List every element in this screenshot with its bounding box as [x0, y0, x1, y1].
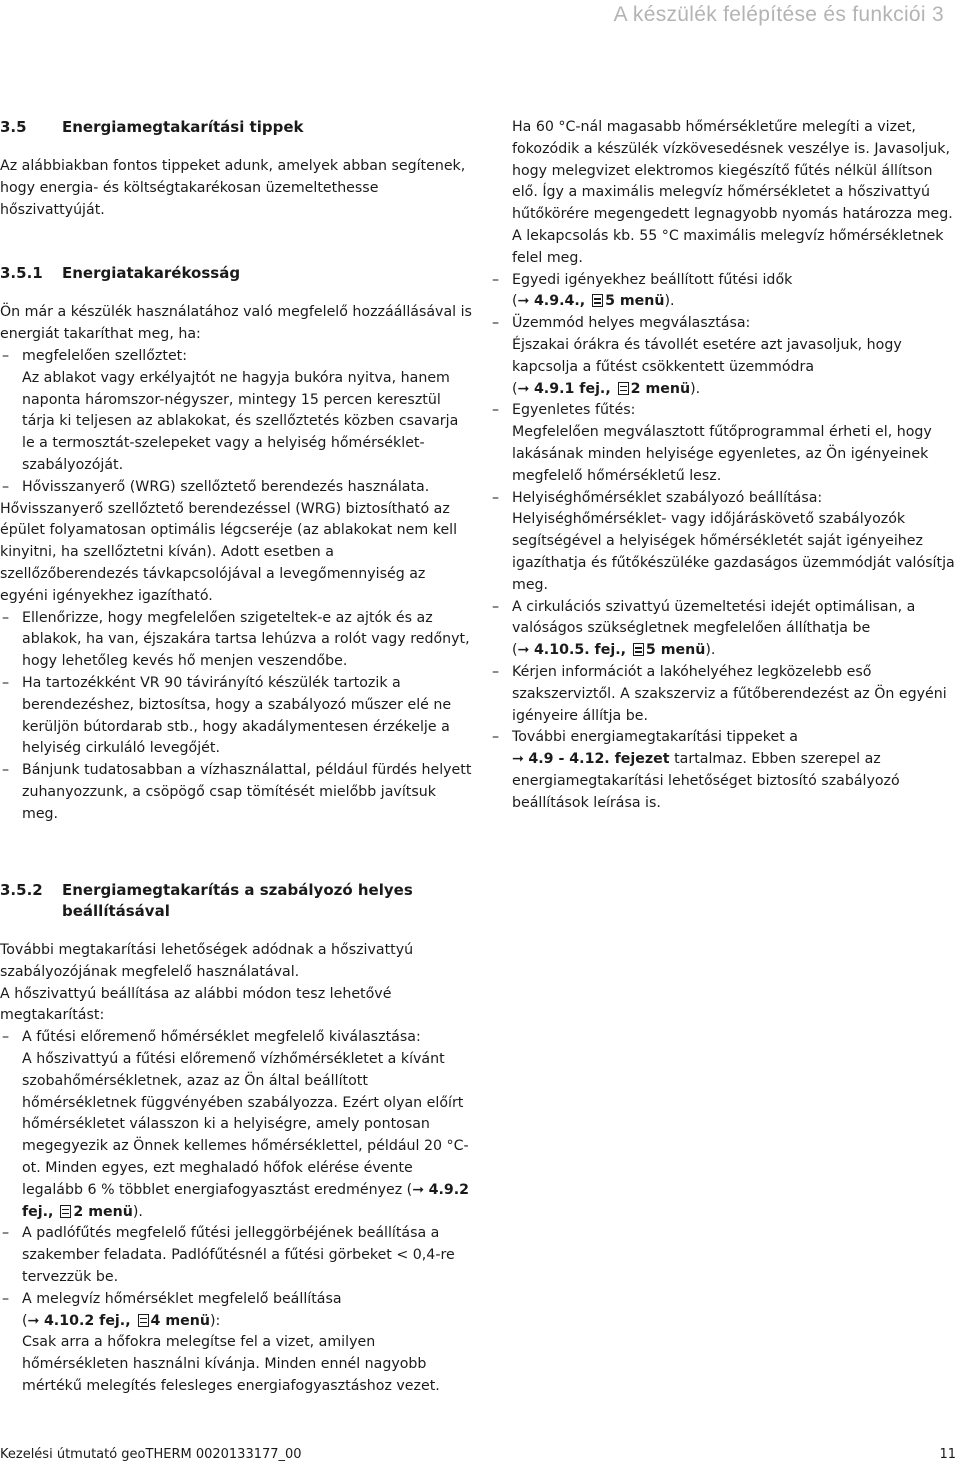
chapter-reference: 4.9 - 4.12. fejezet	[528, 751, 670, 768]
list-item: – Kérjen információt a lakóhelyéhez legközelebb eső szakszerviztől. A szakszerviz a fűtőberendezést az Ön egyéni igényeire állítja be.	[492, 663, 947, 724]
page-header	[0, 0, 960, 40]
section-number: 3.5	[0, 118, 27, 136]
controller-tips-list	[0, 1027, 475, 1398]
list-item: – megfelelően szellőztet: Az ablakot vagy erkélyajtót ne hagyja bukóra nyitva, hanem naponta háromszor-négyszer, mintegy 15 percen keresztül tárja ki teljesen az ablakokat, és szellőztetés közben csavarja le a termosztát-szelepeket vagy a helyiség hőmérséklet-szabályozóját.	[2, 347, 459, 473]
page-number: 11	[939, 1447, 956, 1462]
list-item: – További energiamegtakarítási tippeket a ➞ 4.9 - 4.12. fejezet tartalmaz. Ebben szerepel az energiamegtakarítási lehetőséget biztosító szabályozó beállítások leírása is.	[492, 729, 900, 811]
chapter-title: A készülék felépítése és funkciói 3	[613, 3, 944, 26]
section-title: Energiamegtakarítási tippek	[62, 118, 304, 136]
menu-icon	[138, 1314, 149, 1327]
menu-icon	[592, 294, 603, 307]
tips-list-right	[490, 270, 960, 815]
section-3-5-2	[0, 880, 475, 1398]
list-item: – Hővisszanyerő (WRG) szellőztető berendezés használata.	[2, 478, 430, 495]
left-column	[0, 117, 475, 826]
section-3-5-2-heading	[0, 880, 475, 922]
chapter-reference: 4.9.1 fej.,	[533, 380, 616, 397]
list-item: – A fűtési előremenő hőmérséklet megfelelő kiválasztása: A hőszivattyú a fűtési előremenő vízhőmérsékletet a kívánt szobahőmérsékletnek, azaz az Ön által beállított hőmérsékletnek függvényében szabályozza. Ezért olyan előírt hőmérsékletet válasszon ki a helyiségre, amely pontosan megegyezik az Önnek kellemes hőmérséklettel, például 20 °C-ot. Minden egyes, ezt meghaladó hőfok elérése évente legalább 6 % többlet energiafogyasztást eredményez (➞ 4.9.2 fej., 2 menü).	[2, 1029, 470, 1220]
menu-icon	[633, 643, 644, 656]
list-item: – A padlófűtés megfelelő fűtési jelleggörbéjének beállítása a szakember feladata. Padlófűtésnél a fűtési görbeket < 0,4-re tervezzük be.	[2, 1225, 455, 1285]
paragraph: További megtakarítási lehetőségek adódnak a hőszivattyú szabályozójának megfelelő használatával.	[0, 942, 414, 980]
menu-icon	[60, 1205, 71, 1218]
list-item: – Egyenletes fűtés: Megfelelően megválasztott fűtőprogrammal érheti el, hogy lakásának minden helyisége egyenletes, az Ön igényeinek megfelelő hőmérsékletű lesz.	[492, 402, 932, 484]
tips-list-2	[0, 608, 475, 826]
section-3-5-1-heading	[0, 263, 475, 284]
paragraph: A hőszivattyú beállítása az alábbi módon tesz lehetővé megtakarítást:	[0, 985, 392, 1024]
list-item: – Üzemmód helyes megválasztása: Éjszakai órákra és távollét esetére azt javasoljuk, hogy kapcsolja a fűtést csökkentett üzemmódra (➞ 4.9.1 fej., 2 menü).	[492, 315, 902, 397]
list-item: – Helyiséghőmérséklet szabályozó beállítása: Helyiséghőmérséklet- vagy időjáráskövető szabályozók segítségével a helyiségek hőmérsékletét saját igényeihez igazíthatja és fűtőkészüléke gazdaságos üzemmódját valósítja meg.	[492, 489, 955, 593]
chapter-reference: 4.10.2 fej.,	[43, 1312, 136, 1329]
menu-icon	[618, 382, 629, 395]
section-number: 3.5.1	[0, 264, 43, 283]
section-title: Energiamegtakarítás a szabályozó helyes beállításával	[62, 881, 413, 920]
tips-list	[0, 346, 475, 499]
section-title: Energiatakarékosság	[62, 264, 241, 283]
section-3-5-intro: Az alábbiakban fontos tippeket adunk, amelyek abban segítenek, hogy energia- és költségtakarékosan üzemeltethesse hőszivattyúját.	[0, 158, 466, 218]
list-item: – Ha tartozékként VR 90 távirányító készülék tartozik a berendezéshez, biztosítsa, hogy a szabályozó műszer elé ne kerüljön bútordarab stb., hogy akadálymentesen érzékelje a helyiség cirkuláló levegőjét.	[2, 674, 452, 757]
chapter-reference: 4.9.2 fej.,	[22, 1181, 470, 1220]
list-item: – Egyedi igényekhez beállított fűtési idők (➞ 4.9.4., 5 menü).	[492, 271, 793, 310]
wrg-paragraph: Hővisszanyerő szellőztető berendezéssel (WRG) biztosítható az épület folyamatosan optimális légcseréje (az ablakokat nem kell kinyitni, ha szellőztetni kíván). Adott esetben a szellőzőberendezés távkapcsolójával a levegőmennyiség az egyéni igényekhez igazítható.	[0, 500, 458, 604]
chapter-reference: 4.9.4.,	[533, 293, 591, 310]
right-column	[490, 117, 960, 815]
list-item: – A cirkulációs szivattyú üzemeltetési idejét optimálisan, a valóságos szükségletnek megfelelően állíthatja be (➞ 4.10.5. fej., 5 menü).	[492, 598, 916, 659]
list-item: – Bánjunk tudatosabban a vízhasználattal, például fürdés helyett zuhanyozzunk, a csöpögő csap tömítését mielőbb javítsuk meg.	[2, 762, 472, 822]
hot-water-paragraph: Ha 60 °C-nál magasabb hőmérsékletűre melegíti a vizet, fokozódik a készülék vízkövesedésnek veszélye is. Javasoljuk, hogy melegvizet elektromos kiegészítő fűtés nélkül állítson elő. Így a maximális melegvíz hőmérsékletet a hőszivattyú hűtőkörére megengedett legnagyobb nyomás határozza meg. A lekapcsolás kb. 55 °C maximális melegvíz hőmérsékletnek felel meg.	[512, 119, 953, 266]
section-number: 3.5.2	[0, 881, 43, 899]
section-3-5-heading	[0, 117, 475, 138]
section-3-5-1-intro: Ön már a készülék használatához való megfelelő hozzáállásával is energiát takaríthat meg, ha:	[0, 304, 472, 343]
chapter-reference: 4.10.5. fej.,	[533, 642, 631, 659]
list-item: – A melegvíz hőmérséklet megfelelő beállítása (➞ 4.10.2 fej., 4 menü): Csak arra a hőfokra melegítse fel a vizet, amilyen hőmérsékleten használni kívánja. Minden ennél nagyobb mértékű melegítés felesleges energiafogyasztáshoz vezet.	[2, 1290, 440, 1394]
footer-document-title: Kezelési útmutató geoTHERM 0020133177_00	[0, 1447, 302, 1462]
list-item: – Ellenőrizze, hogy megfelelően szigeteltek-e az ajtók és az ablakok, ha van, éjszakára tartsa lehúzva a rolót vagy redőnyt, hogy lehetőleg kevés hő menjen veszendőbe.	[2, 609, 470, 670]
